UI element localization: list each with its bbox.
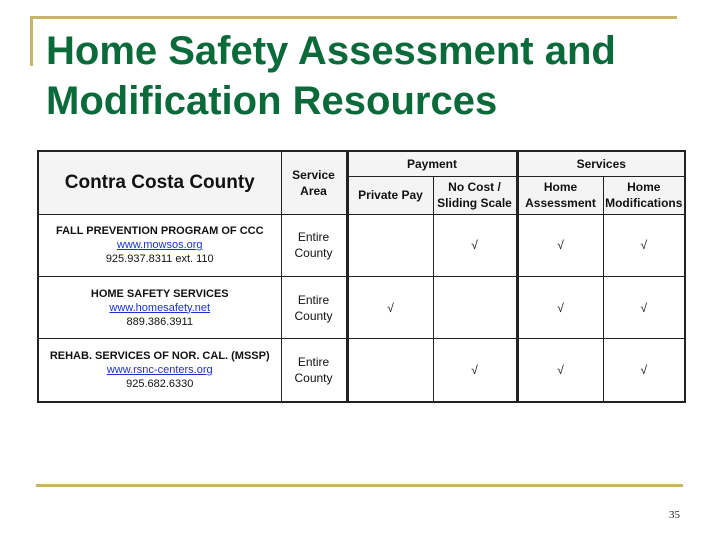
organization-cell	[38, 339, 281, 402]
service-area-header: Service Area	[281, 151, 347, 214]
no-cost-header: No Cost / Sliding Scale	[433, 176, 517, 214]
home-modifications-cell: √	[603, 214, 685, 276]
side-rule	[30, 16, 33, 66]
home-assessment-cell: √	[517, 214, 603, 276]
table-row	[38, 339, 685, 402]
table-row	[38, 276, 685, 338]
table-row	[38, 214, 685, 276]
bottom-rule	[36, 484, 683, 487]
home-assessment-cell: √	[517, 276, 603, 338]
slide-title: Home Safety Assessment and Modification Resources	[46, 29, 616, 123]
organization-link[interactable]: www.mowsos.org	[116, 239, 203, 252]
home-assessment-header: Home Assessment	[517, 176, 603, 214]
resource-table	[37, 150, 686, 403]
private-pay-cell	[347, 339, 433, 402]
county-header	[38, 151, 281, 214]
organization-link[interactable]: www.rsnc-centers.org	[106, 364, 213, 377]
organization-cell	[38, 276, 281, 338]
county-name: Contra Costa County	[64, 171, 255, 193]
home-modifications-header: Home Modifications	[603, 176, 685, 214]
organization-name: FALL PREVENTION PROGRAM OF CCC	[55, 225, 264, 238]
service-area-cell: Entire County	[281, 339, 347, 402]
no-cost-cell	[433, 276, 517, 338]
organization-phone: 889.386.3911	[126, 315, 193, 328]
private-pay-header: Private Pay	[347, 176, 433, 214]
no-cost-cell: √	[433, 339, 517, 402]
top-rule	[30, 16, 677, 19]
organization-name: REHAB. SERVICES OF NOR. CAL. (MSSP)	[49, 350, 270, 363]
private-pay-cell	[347, 214, 433, 276]
home-assessment-cell: √	[517, 339, 603, 402]
private-pay-cell: √	[347, 276, 433, 338]
services-header: Services	[517, 151, 685, 176]
service-area-cell: Entire County	[281, 276, 347, 338]
home-modifications-cell: √	[603, 339, 685, 402]
no-cost-cell: √	[433, 214, 517, 276]
organization-link[interactable]: www.homesafety.net	[109, 301, 211, 314]
organization-cell	[38, 214, 281, 276]
organization-phone: 925.682.6330	[126, 378, 194, 391]
organization-phone: 925.937.8311 ext. 110	[105, 253, 214, 266]
service-area-cell: Entire County	[281, 214, 347, 276]
organization-name: HOME SAFETY SERVICES	[90, 287, 229, 300]
page-number: 35	[669, 509, 680, 521]
payment-header: Payment	[347, 151, 517, 176]
home-modifications-cell: √	[603, 276, 685, 338]
